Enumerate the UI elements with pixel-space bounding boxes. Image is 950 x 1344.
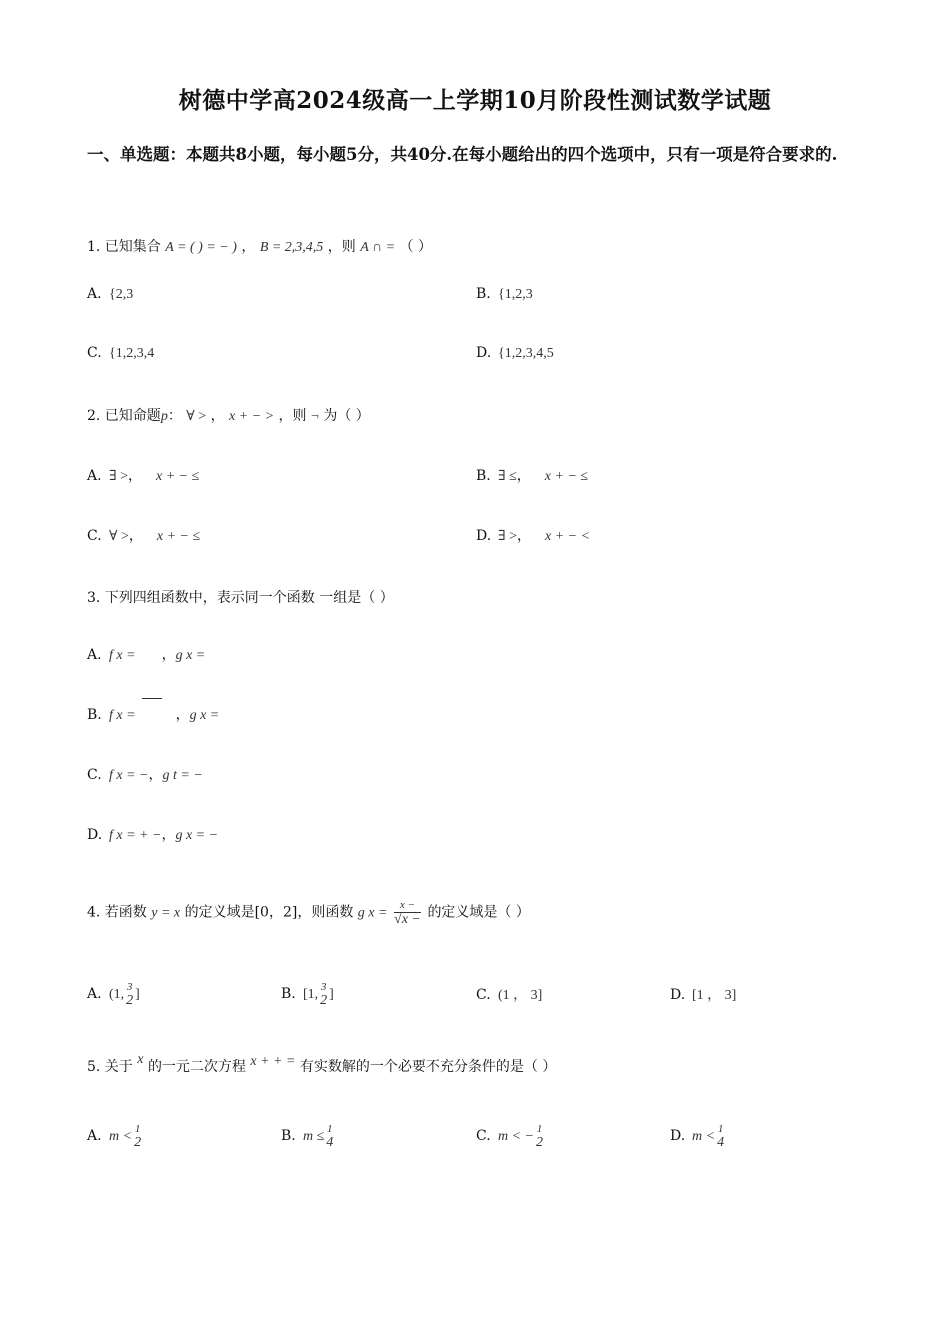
question-4-stem: 4. 若函数 xyxy=(87,904,147,921)
question-4: 4. 若函数 y = x 的定义域是[0，2]，则函数 g x = $\frac{x -}{√x -}$ 的定义域是（ ） xyxy=(87,899,530,927)
question-1-option-b: B. {1,2,3 xyxy=(476,286,533,302)
question-3-option-c: C. f x = −，g t = − xyxy=(87,767,203,783)
question-2-option-c: C. ∀ >， x + − ≤ xyxy=(87,528,201,544)
question-2-option-a: A. ∃ >， x + − ≤ xyxy=(87,468,200,484)
question-1-set-a: A = ( ) = − ) xyxy=(165,240,237,255)
question-1-option-d: D. {1,2,3,4,5 xyxy=(476,345,554,361)
question-1-paren: （ ） xyxy=(399,239,432,255)
question-5-option-c: C. m < − 1 2 xyxy=(476,1123,544,1150)
question-3-option-d: D. f x = + −，g x = − xyxy=(87,827,219,843)
question-5-stem: 5. 关于 xyxy=(87,1059,133,1075)
question-1-intersect: A ∩ = xyxy=(360,240,396,255)
question-2-expr2: x + − > xyxy=(229,409,275,424)
question-4-option-d: D. [1 ， 3] xyxy=(670,987,737,1003)
question-1-set-b: B = 2,3,4,5 xyxy=(259,240,324,255)
question-5-option-b: B. m ≤ 1 4 xyxy=(281,1123,334,1150)
question-2-option-d: D. ∃ >， x + − < xyxy=(476,528,591,544)
question-5-option-a: A. m < 1 2 xyxy=(87,1123,142,1150)
question-1: 1. 已知集合 A = ( ) = − ) ， B = 2,3,4,5 ，则 A ∩ = （ ） xyxy=(87,239,432,255)
question-5: 5. 关于 x 的一元二次方程 x + + = 有实数解的一个必要不充分条件的是（ ） xyxy=(87,1052,557,1075)
question-2-expr1: ∀ > xyxy=(186,409,207,424)
question-1-option-c: C. {1,2,3,4 xyxy=(87,345,155,361)
question-4-fraction: $\frac{x -}{√x -}$ xyxy=(394,899,421,927)
section-heading: 一、单选题：本题共8小题，每小题5分，共40分.在每小题给出的四个选项中，只有一项是符合要求的. xyxy=(87,145,838,164)
question-3 xyxy=(87,587,394,607)
question-1-tail: ，则 xyxy=(327,239,356,255)
question-3-option-b: B. f x = ，g x = xyxy=(87,704,219,724)
question-2-option-b: B. ∃ ≤， x + − ≤ xyxy=(476,468,589,484)
question-4-option-a: A. (1, 3 2 ] xyxy=(87,981,140,1008)
question-3-stem: 3. 下列四组函数中，表示同一个函数 一组是（ ） xyxy=(87,590,394,606)
question-4-option-b: B. [1, 3 2 ] xyxy=(281,981,334,1008)
question-3-option-a: A. f x = ，g x = xyxy=(87,647,206,663)
question-2-stem: 2. 已知命题 xyxy=(87,408,161,424)
question-2: 2. 已知命题p： ∀ > ， x + − > ，则 ¬ 为（ ） xyxy=(87,408,370,424)
negation-symbol: ¬ xyxy=(311,409,319,424)
question-5-option-d: D. m < 1 4 xyxy=(670,1123,725,1150)
question-1-stem: 1. 已知集合 xyxy=(87,239,161,255)
question-1-option-a: A. {2,3 xyxy=(87,286,134,302)
question-4-option-c: C. (1 ， 3] xyxy=(476,987,543,1003)
page-title: 树德中学高2024级高一上学期10月阶段性测试数学试题 xyxy=(178,87,772,114)
